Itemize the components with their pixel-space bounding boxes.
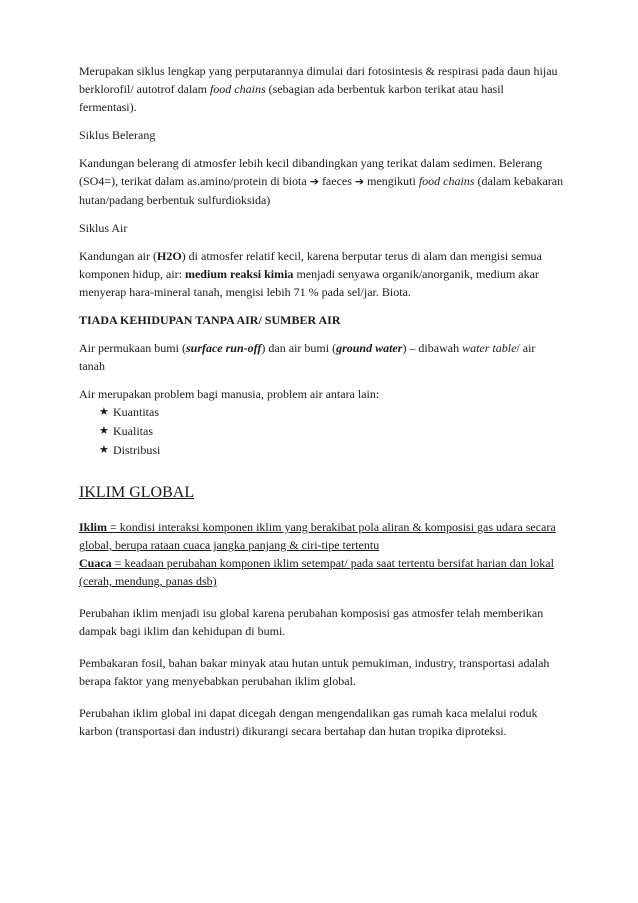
italic-text: food chains	[418, 174, 475, 188]
arrow-icon: ➔	[354, 175, 365, 188]
term: Iklim	[79, 520, 108, 534]
bold-italic-text: surface run-off	[185, 341, 262, 355]
document-page	[79, 62, 564, 740]
list-item-label: Kuantitas	[113, 405, 159, 419]
star-bullet-icon: ★	[99, 425, 109, 437]
list-item-label: Distribusi	[113, 443, 161, 457]
definition-iklim	[79, 518, 564, 554]
italic-text: water table	[462, 341, 517, 355]
section-title-iklim-global: IKLIM GLOBAL	[79, 484, 195, 501]
subheading-siklus-air: Siklus Air	[79, 221, 128, 235]
paragraph-sumber-air	[79, 339, 564, 375]
definition-text: = keadaan perubahan komponen iklim setempat/ pada saat tertentu bersifat harian dan lokal (cerah, mendung, panas dsb)	[79, 556, 554, 588]
text: / air tanah	[79, 341, 536, 373]
definition-cuaca	[79, 554, 564, 590]
paragraph-problem-air: Air merupakan problem bagi manusia, problem air antara lain:	[79, 387, 380, 401]
text: (dalam kebakaran hutan/padang berbentuk sulfurdioksida)	[79, 174, 564, 207]
arrow-icon: ➔	[309, 175, 319, 188]
text: Kandungan belerang di atmosfer lebih kecil dibandingkan yang terikat dalam sedimen. Belerang (SO4=), terikat dalam as.amino/protein di biota	[79, 156, 543, 188]
paragraph-isu-global: Perubahan iklim menjadi isu global karena perubahan komposisi gas atmosfer telah memberikan dampak bagi iklim dan kehidupan di bumi.	[79, 606, 544, 638]
paragraph-penyebab: Pembakaran fosil, bahan bakar minyak atau hutan untuk pemukiman, industry, transportasi adalah berapa faktor yang menyebabkan perubahan iklim global.	[79, 656, 550, 688]
paragraph-air	[79, 247, 564, 301]
star-bullet-icon: ★	[99, 406, 109, 418]
bold-italic-text: ground water	[336, 341, 403, 355]
bold-text: H2O	[156, 249, 182, 263]
list-item-label: Kualitas	[113, 424, 153, 438]
paragraph-belerang	[79, 154, 564, 209]
text: ) – dibawah	[402, 341, 463, 355]
text: (sebagian ada berbentuk karbon terikat atau hasil fermentasi).	[79, 82, 504, 114]
problem-list	[79, 403, 564, 460]
list-item	[99, 403, 564, 422]
text: ) di atmosfer relatif kecil, karena berputar terus di alam dan mengisi semua komponen hidup, air:	[79, 249, 542, 281]
paragraph-pencegahan: Perubahan iklim global ini dapat dicegah dengan mengendalikan gas rumah kaca melalui roduk karbon (transportasi dan industri) dikurangi secara bertahap dan hutan tropika diproteksi.	[79, 706, 538, 738]
text: Merupakan siklus lengkap yang perputarannya dimulai dari fotosintesis & respirasi pada daun hijau berklorofil/ autotrof dalam	[79, 64, 558, 96]
star-bullet-icon: ★	[99, 444, 109, 456]
text: Kandungan air (	[79, 249, 157, 263]
bold-text: medium reaksi kimia	[184, 267, 294, 281]
heading-sumber-air: TIADA KEHIDUPAN TANPA AIR/ SUMBER AIR	[79, 313, 341, 327]
text: Air permukaan bumi (	[79, 341, 186, 355]
paragraph-karbon	[79, 62, 564, 116]
list-item	[99, 441, 564, 460]
list-item	[99, 422, 564, 441]
text: mengikuti	[364, 174, 419, 188]
text: ) dan air bumi (	[261, 341, 337, 355]
subheading-siklus-belerang: Siklus Belerang	[79, 128, 156, 142]
italic-text: food chains	[209, 82, 266, 96]
text: faeces	[318, 174, 355, 188]
text: menjadi senyawa organik/anorganik, medium akar menyerap hara-mineral tanah, mengisi lebih 71 % pada sel/jar. Biota.	[79, 267, 539, 299]
definition-text: = kondisi interaksi komponen iklim yang berakibat pola aliran & komposisi gas udara secara global, berupa rataan cuaca jangka panjang & ciri-tipe tertentu	[79, 520, 556, 552]
term: Cuaca	[79, 556, 112, 570]
